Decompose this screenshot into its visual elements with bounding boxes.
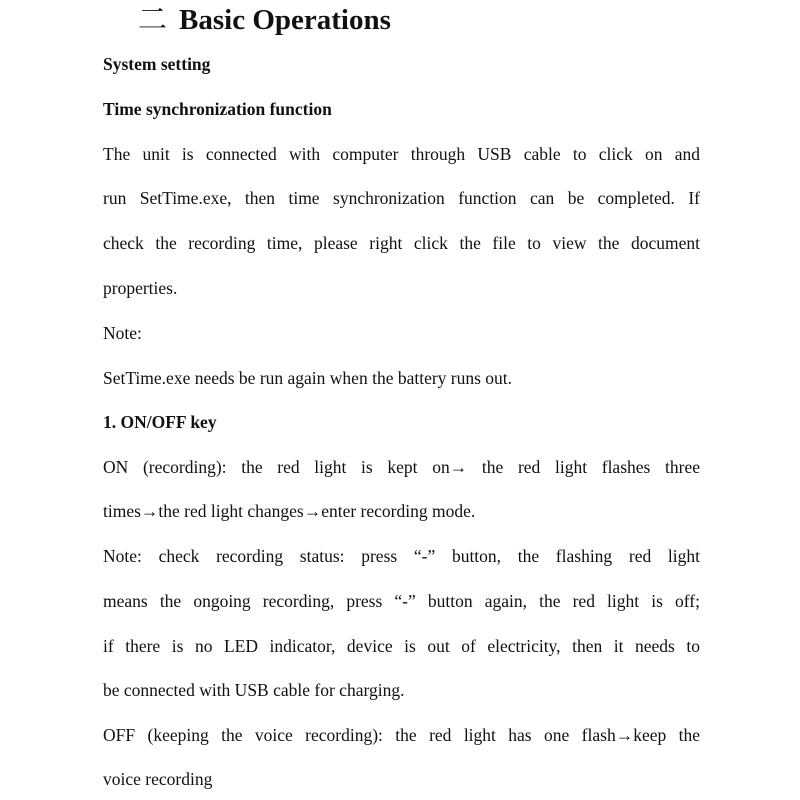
paragraph-line: means the ongoing recording, press “-” button again, the red light is off;: [103, 591, 700, 611]
page-title: [138, 2, 391, 38]
heading-number: 二: [138, 4, 168, 36]
heading-text: Basic Operations: [179, 4, 391, 36]
subsection-title: Time synchronization function: [103, 99, 332, 119]
note-label: Note:: [103, 323, 142, 343]
paragraph-line: The unit is connected with computer through USB cable to click on and: [103, 144, 700, 164]
paragraph-line: ON (recording): the red light is kept on→ the red light flashes three: [103, 457, 700, 477]
paragraph-line: check the recording time, please right click the file to view the document: [103, 233, 700, 253]
paragraph-line: properties.: [103, 278, 178, 298]
paragraph-line: voice recording: [103, 769, 213, 789]
item-heading: 1. ON/OFF key: [103, 412, 217, 432]
paragraph-line: if there is no LED indicator, device is out of electricity, then it needs to: [103, 636, 700, 656]
paragraph-line: OFF (keeping the voice recording): the red light has one flash→keep the: [103, 725, 700, 745]
note-text: SetTime.exe needs be run again when the battery runs out.: [103, 368, 513, 388]
paragraph-line: Note: check recording status: press “-” button, the flashing red light: [103, 546, 700, 566]
section-title: System setting: [103, 54, 211, 74]
paragraph-line: run SetTime.exe, then time synchronization function can be completed. If: [103, 188, 700, 208]
paragraph-line: times→the red light changes→enter recording mode.: [103, 501, 476, 521]
paragraph-line: be connected with USB cable for charging.: [103, 680, 405, 700]
